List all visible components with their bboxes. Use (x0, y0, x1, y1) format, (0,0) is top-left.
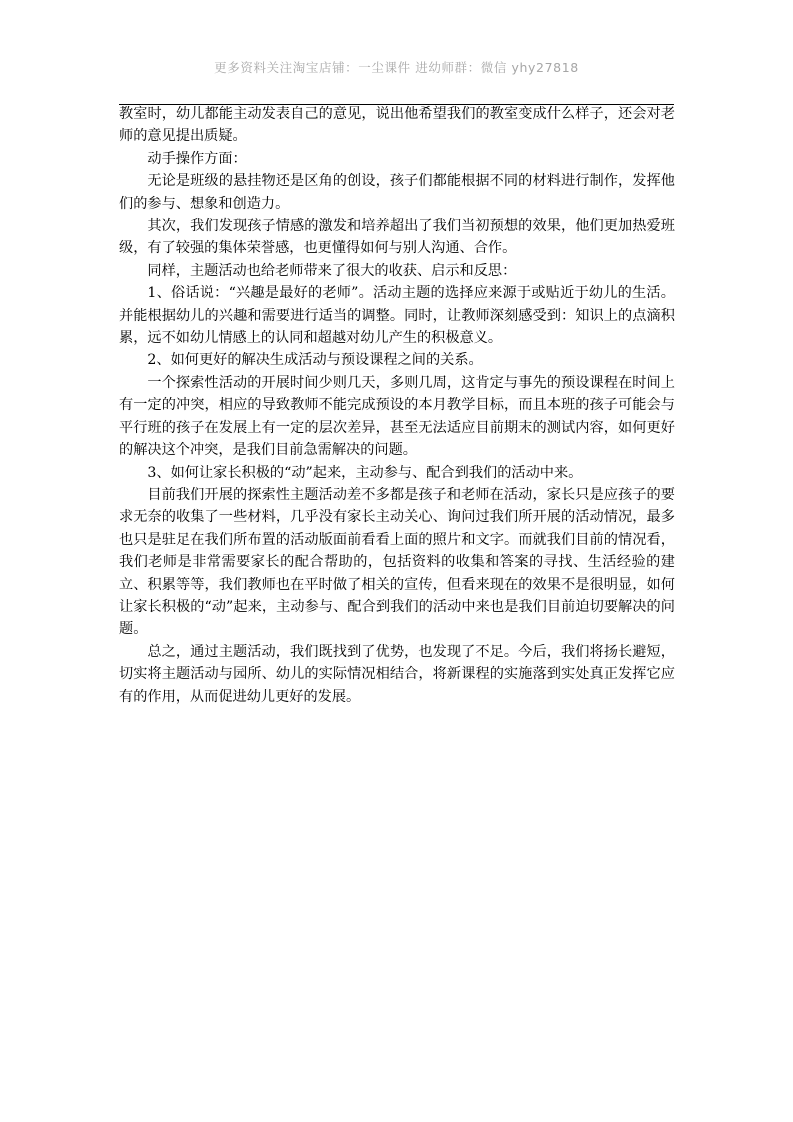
paragraph-10: 目前我们开展的探索性主题活动差不多都是孩子和老师在活动，家长只是应孩子的要求无奈的收集了一些材料，几乎没有家长主动关心、询问过我们所开展的活动情况，最多也只是驻足在我们所布置的活动版面前看看上面的照片和文字。而就我们目前的情况看，我们老师是非常需要家长的配合帮助的，包括资料的收集和答案的寻找、生活经验的建立、积累等等，我们教师也在平时做了相关的宣传，但看来现在的效果不是很明显，如何让家长积极的“动”起来，主动参与、配合到我们的活动中来也是我们目前迫切要解决的问题。 (119, 486, 675, 638)
paragraph-3: 无论是班级的悬挂物还是区角的创设，孩子们都能根据不同的材料进行制作，发挥他们的参与、想象和创造力。 (119, 173, 675, 212)
header-note: 更多资料关注淘宝店铺：一尘课件 进幼师群：微信 yhy27818 (214, 60, 579, 75)
paragraph-6: 1、俗话说：“兴趣是最好的老师”。活动主题的选择应来源于或贴近于幼儿的生活。并能根据幼儿的兴趣和需要进行适当的调整。同时，让教师深刻感受到：知识上的点滴积累，远不如幼儿情感上的认同和超越对幼儿产生的积极意义。 (119, 285, 675, 347)
paragraph-2: 动手操作方面： (147, 150, 247, 167)
paragraph-9: 3、如何让家长积极的“动”起来，主动参与、配合到我们的活动中来。 (147, 464, 583, 481)
paragraph-1: 教室时，幼儿都能主动发表自己的意见，说出他希望我们的教室变成什么样子，还会对老师的意见提出质疑。 (119, 106, 675, 145)
document-body (119, 103, 675, 708)
paragraph-4: 其次，我们发现孩子情感的激发和培养超出了我们当初预想的效果，他们更加热爱班级，有了较强的集体荣誉感，也更懂得如何与别人沟通、合作。 (119, 218, 675, 257)
paragraph-7: 2、如何更好的解决生成活动与预设课程之间的关系。 (147, 352, 483, 369)
paragraph-8: 一个探索性活动的开展时间少则几天，多则几周，这肯定与事先的预设课程在时间上有一定的冲突，相应的导致教师不能完成预设的本月教学目标，而且本班的孩子可能会与平行班的孩子在发展上有一定的层次差异，甚至无法适应目前期末的测试内容，如何更好的解决这个冲突，是我们目前急需解决的问题。 (119, 374, 675, 459)
paragraph-11: 总之，通过主题活动，我们既找到了优势，也发现了不足。今后，我们将扬长避短，切实将主题活动与园所、幼儿的实际情况相结合，将新课程的实施落到实处真正发挥它应有的作用，从而促进幼儿更好的发展。 (119, 643, 675, 705)
paragraph-5: 同样，主题活动也给老师带来了很大的收获、启示和反思： (147, 262, 517, 279)
